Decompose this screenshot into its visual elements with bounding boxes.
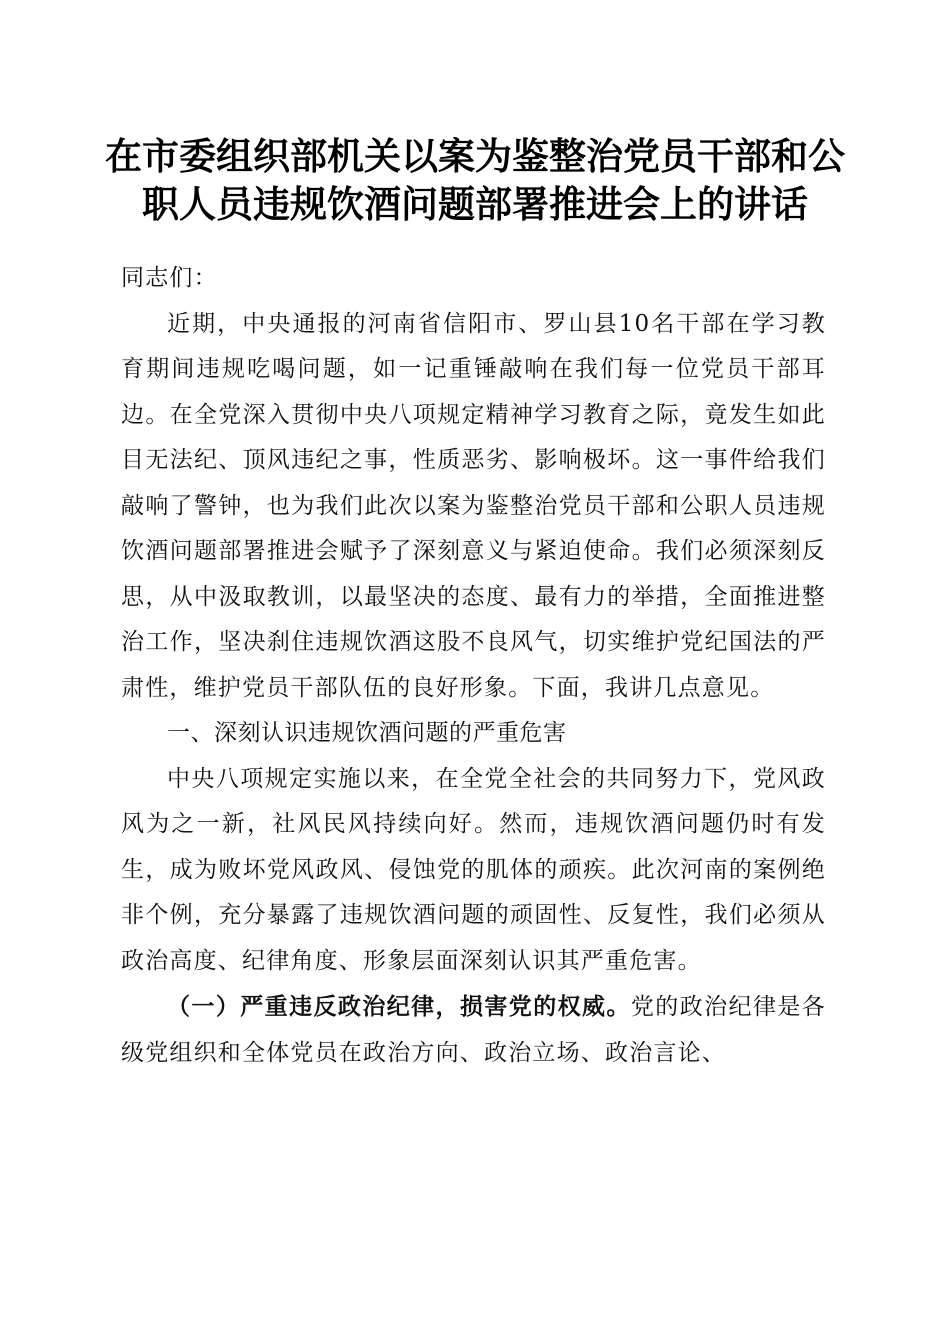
title-line-2: 职人员违规饮酒问题部署推进会上的讲话 [142, 182, 808, 226]
title-line-1: 在市委组织部机关以案为鉴整治党员干部和公 [105, 134, 845, 178]
greeting: 同志们： [121, 265, 218, 291]
subsection-1-text: 党的政治纪律是各级党组织和全体党员在政治方向、政治立场、政治言论、 [121, 994, 826, 1066]
document-title [100, 132, 850, 228]
section-1-heading: 一、深刻认识违规饮酒问题的严重危害 [167, 720, 567, 746]
subsection-1-paragraph [121, 984, 826, 1076]
subsection-1-lead: （一）严重违反政治纪律，损害党的权威。 [167, 993, 631, 1020]
paragraph-1: 近期，中央通报的河南省信阳市、罗山县10名干部在学习教育期间违规吃喝问题，如一记重锤敲响在我们每一位党员干部耳边。在全党深入贯彻中央八项规定精神学习教育之际，竟发生如此目无法纪、顶风违纪之事，性质恶劣、影响极坏。这一事件给我们敲响了警钟，也为我们此次以案为鉴整治党员干部和公职人员违规饮酒问题部署推进会赋予了深刻意义与紧迫使命。我们必须深刻反思，从中汲取教训，以最坚决的态度、最有力的举措，全面推进整治工作，坚决刹住违规饮酒这股不良风气，切实维护党纪国法的严肃性，维护党员干部队伍的良好形象。下面，我讲几点意见。 [121, 310, 826, 701]
paragraph-2: 中央八项规定实施以来，在全党全社会的共同努力下，党风政风为之一新，社风民风持续向好。然而，违规饮酒问题仍时有发生，成为败坏党风政风、侵蚀党的肌体的顽疾。此次河南的案例绝非个例，充分暴露了违规饮酒问题的顽固性、反复性，我们必须从政治高度、纪律角度、形象层面深刻认识其严重危害。 [121, 765, 826, 974]
document-body [121, 256, 826, 1076]
